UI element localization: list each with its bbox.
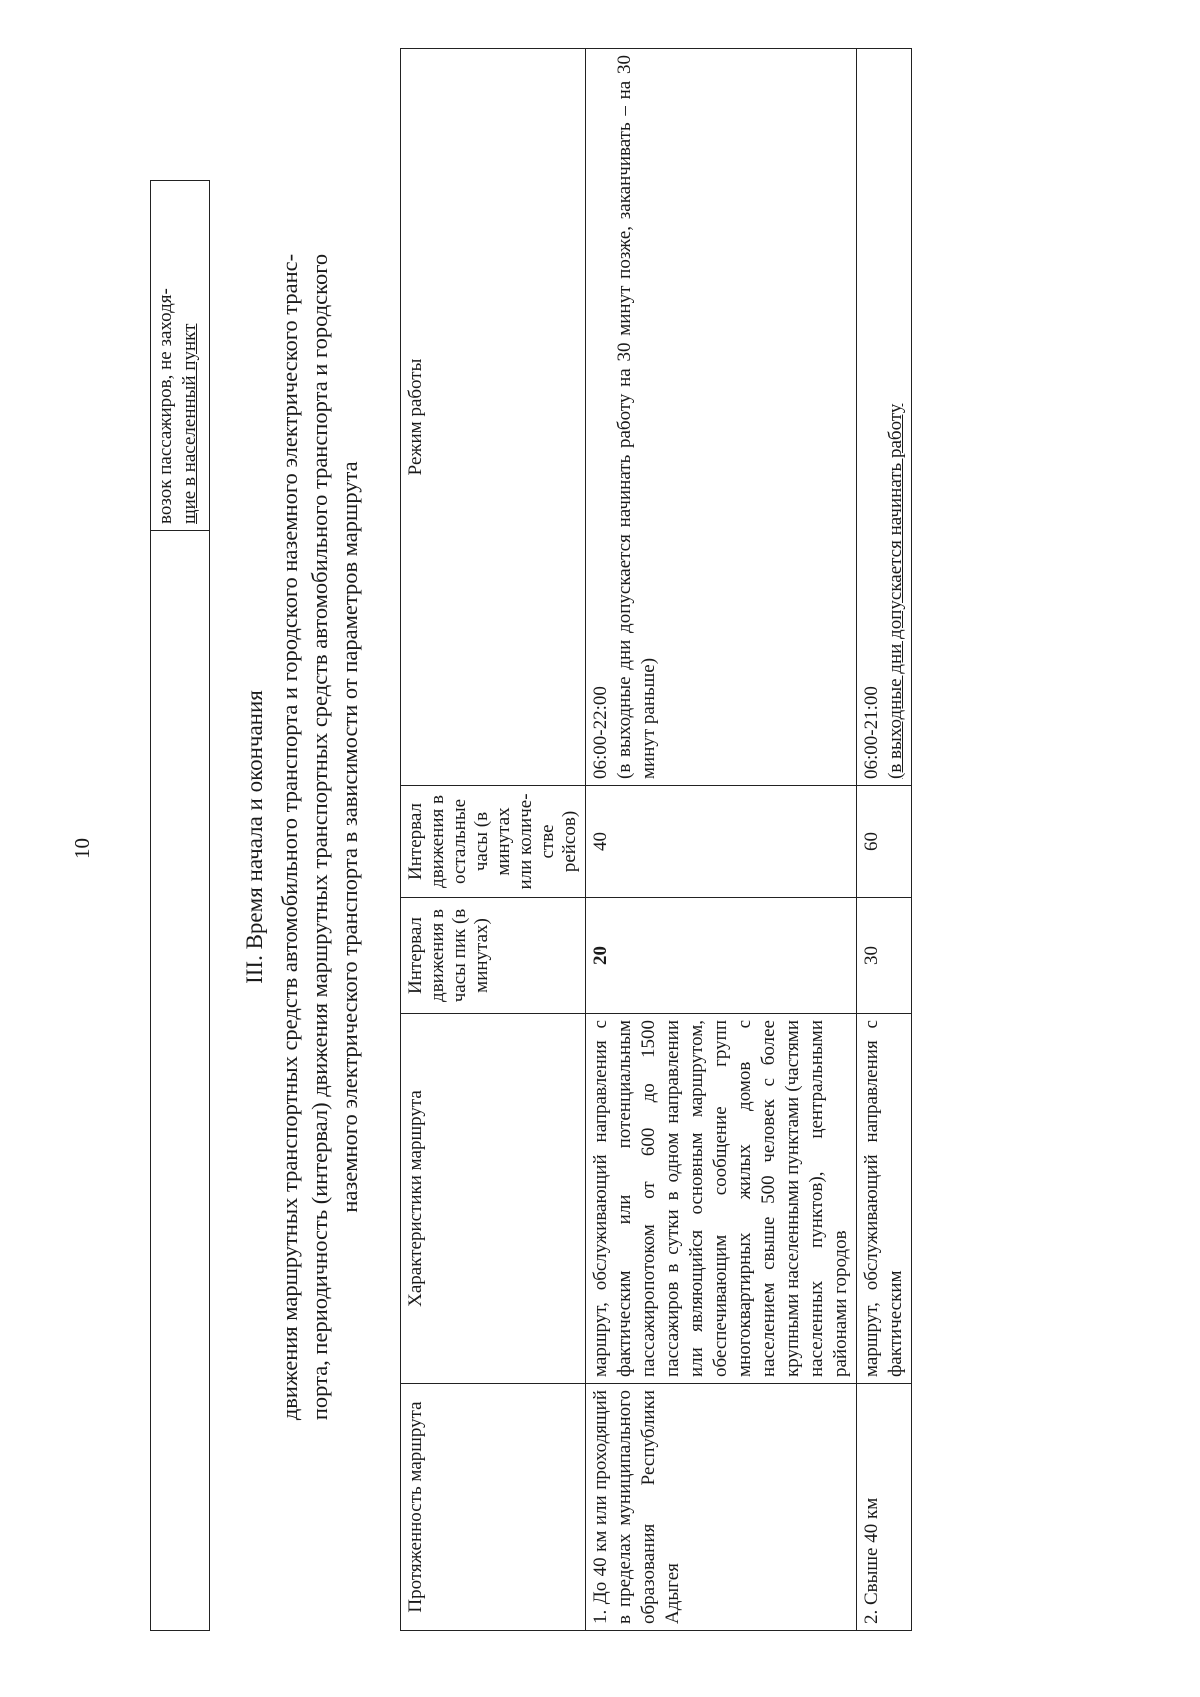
section-subtitle-line1: движения маршрутных транспортных средств автомобильного транспорта и городского наземного электрического транс- xyxy=(277,253,302,1421)
row1-schedule-time: 06:00-22:00 xyxy=(590,686,611,779)
row2-schedule-time: 06:00-21:00 xyxy=(861,686,882,779)
section-title: III. Время начала и окончания xyxy=(242,690,267,984)
row2-schedule-note: (в выходные дни допускается начинать работу xyxy=(885,403,906,779)
header-characteristics: Характеристики маршрута xyxy=(401,1014,586,1384)
row1-schedule xyxy=(586,49,857,786)
row2-peak-interval: 30 xyxy=(857,898,912,1014)
row2-schedule xyxy=(857,49,912,786)
header-schedule: Режим работы xyxy=(401,49,586,786)
row1-peak-interval: 20 xyxy=(586,898,857,1014)
fragment-cell-text xyxy=(151,181,210,531)
section-subtitle-line2: порта, периодичность (интервал) движения маршрутных транспортных средств автомобильного транспорта и городского xyxy=(307,253,332,1421)
table-row xyxy=(857,49,912,1631)
row1-length: 1. До 40 км или проходящий в пределах муниципального образования Республики Адыгея xyxy=(586,1384,857,1631)
page-number: 10 xyxy=(70,838,94,859)
row1-offpeak-interval: 40 xyxy=(586,786,857,898)
continued-table-fragment xyxy=(150,180,210,1631)
row2-length: 2. Свыше 40 км xyxy=(857,1384,912,1631)
fragment-text-line1: возок пассажиров, не заходя- xyxy=(155,288,176,524)
table-row xyxy=(586,49,857,1631)
row1-characteristics: маршрут, обслуживающий направления с фактическим или потенциальным пассажиропотоком от 600 до 1500 пассажиров в сутки в одном направлении или являющийся основным маршрутом, обеспечивающим сообщение групп многоквартирных жилых домов с населением свыше 500 человек с более крупными населенными пунктами (частями населенных пунктов), центральными районами городов xyxy=(586,1014,857,1384)
table-header-row xyxy=(401,49,586,1631)
header-offpeak-interval: Интервал движения в остальные часы (в минутах или количе-стве рейсов) xyxy=(401,786,586,898)
fragment-cell-empty xyxy=(151,531,210,1631)
fragment-text-line2: щие в населенный пункт xyxy=(179,323,200,524)
row2-characteristics: маршрут, обслуживающий направления с фактическим xyxy=(857,1014,912,1384)
section-subtitle-line3: наземного электрического транспорта в зависимости от параметров маршрута xyxy=(337,461,362,1213)
header-length: Протяженность маршрута xyxy=(401,1384,586,1631)
row1-schedule-note: (в выходные дни допускается начинать работу на 30 минут позже, заканчивать – на 30 минут раньше) xyxy=(614,55,659,779)
route-parameters-table xyxy=(400,48,912,1631)
row2-offpeak-interval: 60 xyxy=(857,786,912,898)
header-peak-interval: Интервал движения в часы пик (в минутах) xyxy=(401,898,586,1014)
